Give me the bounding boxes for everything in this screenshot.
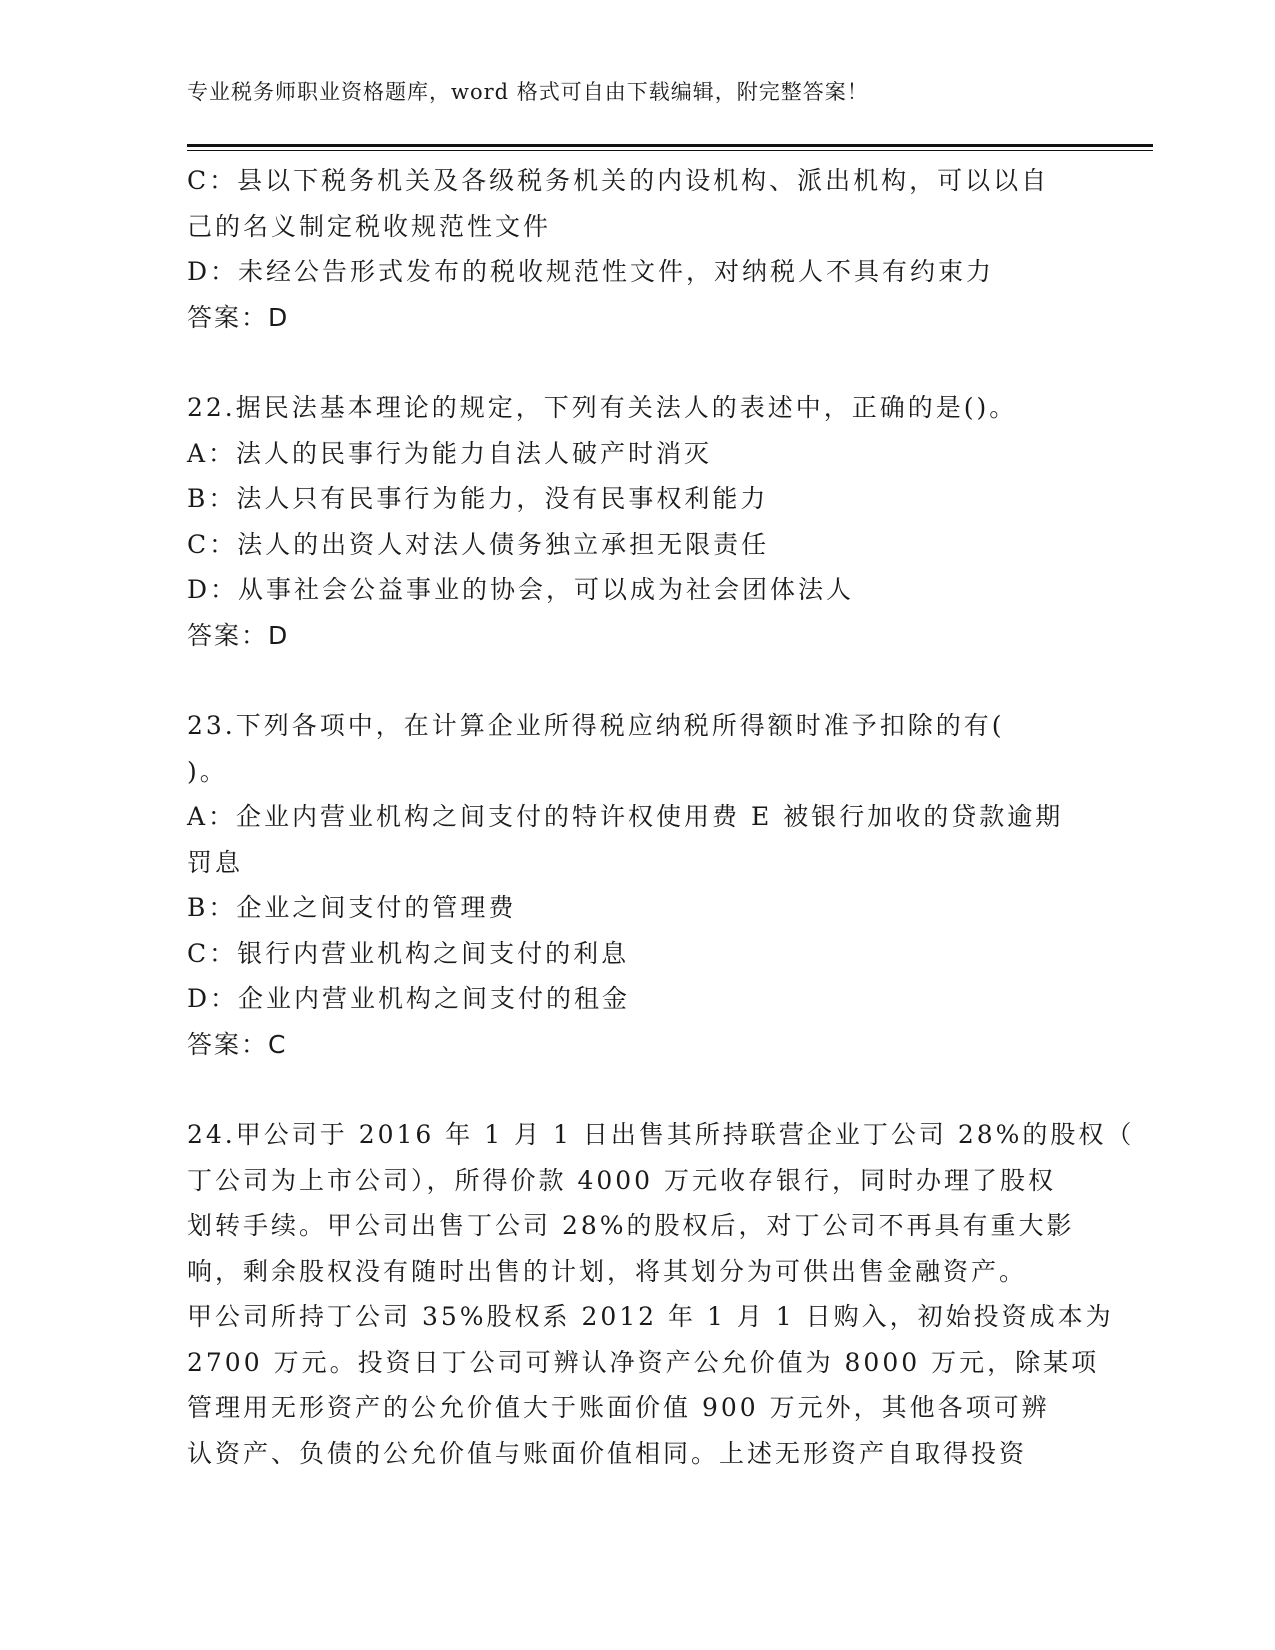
spacer [187, 1067, 1087, 1112]
question-text-line: 丁公司为上市公司），所得价款 4000 万元收存银行，同时办理了股权 [187, 1165, 1057, 1195]
question-text-line: 认资产、负债的公允价值与账面价值相同。上述无形资产自取得投资 [187, 1438, 1028, 1468]
option-a-line-1: A：企业内营业机构之间支付的特许权使用费 E 被银行加收的贷款逾期 [187, 802, 1064, 831]
option-d: D：未经公告形式发布的税收规范性文件，对纳税人不具有约束力 [187, 257, 995, 286]
question-text-line: 划转手续。甲公司出售丁公司 28%的股权后，对丁公司不再具有重大影 [187, 1211, 1075, 1240]
answer: 答案：C [187, 1029, 288, 1059]
question-stem-line-2: )。 [187, 756, 228, 786]
option-d: D：企业内营业机构之间支付的租金 [187, 984, 631, 1013]
option-c-line-1: C：县以下税务机关及各级税务机关的内设机构、派出机构，可以以自 [187, 166, 1050, 195]
header-divider-thick [187, 144, 1153, 147]
question-23 [187, 703, 1087, 1067]
question-22 [187, 385, 1087, 658]
question-text-line: 2700 万元。投资日丁公司可辨认净资产公允价值为 8000 万元，除某项 [187, 1347, 1100, 1377]
question-text-line: 甲公司所持丁公司 35%股权系 2012 年 1 月 1 日购入，初始投资成本为 [187, 1302, 1114, 1331]
option-c: C：银行内营业机构之间支付的利息 [187, 938, 630, 968]
question-text-line: 响，剩余股权没有随时出售的计划，将其划分为可供出售金融资产。 [187, 1256, 1028, 1286]
question-24 [187, 1112, 1135, 1476]
option-a-line-2: 罚息 [187, 847, 244, 877]
option-b: B：企业之间支付的管理费 [187, 893, 517, 922]
option-b: B：法人只有民事行为能力，没有民事权利能力 [187, 484, 769, 513]
header-divider-thin [187, 150, 1153, 151]
option-c: C：法人的出资人对法人债务独立承担无限责任 [187, 529, 770, 559]
answer: 答案：D [187, 620, 290, 650]
question-21-tail [187, 158, 1087, 340]
spacer [187, 340, 1087, 385]
question-stem-line-1: 23.下列各项中，在计算企业所得税应纳税所得额时准予扣除的有( [187, 711, 1005, 740]
spacer [187, 658, 1087, 703]
document-body [187, 158, 1135, 1476]
question-text-line: 管理用无形资产的公允价值大于账面价值 900 万元外，其他各项可辨 [187, 1393, 1050, 1422]
option-a: A：法人的民事行为能力自法人破产时消灭 [187, 438, 713, 468]
answer: 答案：D [187, 302, 290, 332]
page-header: 专业税务师职业资格题库，word 格式可自由下载编辑，附完整答案！ [187, 80, 869, 104]
option-c-line-2: 己的名义制定税收规范性文件 [187, 211, 552, 241]
option-d: D：从事社会公益事业的协会，可以成为社会团体法人 [187, 575, 855, 604]
question-stem: 22.据民法基本理论的规定，下列有关法人的表述中，正确的是()。 [187, 393, 1018, 422]
question-text-line: 24.甲公司于 2016 年 1 月 1 日出售其所持联营企业丁公司 28%的股权（ [187, 1120, 1135, 1149]
